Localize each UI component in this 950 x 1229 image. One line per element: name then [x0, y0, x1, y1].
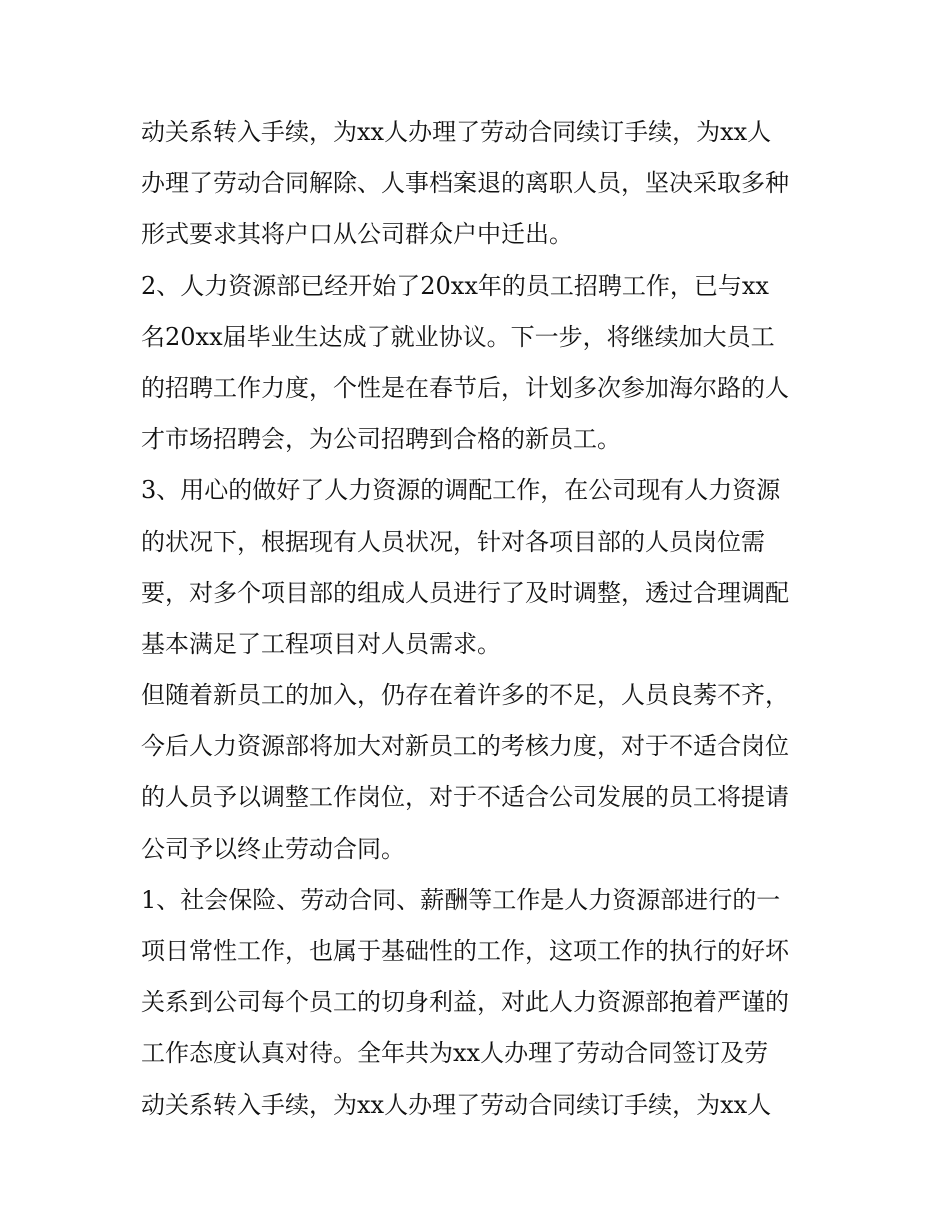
text-line: 工作态度认真对待。全年共为xx人办理了劳动合同签订及劳: [141, 1039, 769, 1068]
text-line: 的状况下，根据现有人员状况，针对各项目部的人员岗位需: [141, 527, 765, 556]
text-line: 办理了劳动合同解除、人事档案退的离职人员，坚决采取多种: [141, 169, 789, 198]
text-line: 2、人力资源部已经开始了20xx年的员工招聘工作，已与xx: [141, 271, 769, 300]
text-line: 名20xx届毕业生达成了就业协议。下一步，将继续加大员工: [141, 322, 775, 351]
text-line: 的招聘工作力度，个性是在春节后，计划多次参加海尔路的人: [141, 373, 789, 402]
text-line: 的人员予以调整工作岗位，对于不适合公司发展的员工将提请: [141, 783, 789, 812]
text-line: 1、社会保险、劳动合同、薪酬等工作是人力资源部进行的一: [141, 885, 781, 914]
text-line: 动关系转入手续，为xx人办理了劳动合同续订手续，为xx人: [141, 1090, 772, 1119]
text-line: 才市场招聘会，为公司招聘到合格的新员工。: [141, 425, 621, 454]
text-line: 3、用心的做好了人力资源的调配工作，在公司现有人力资源: [141, 476, 781, 505]
text-line: 今后人力资源部将加大对新员工的考核力度，对于不适合岗位: [141, 732, 789, 761]
text-line: 形式要求其将户口从公司群众户中迁出。: [141, 220, 573, 249]
text-line: 要，对多个项目部的组成人员进行了及时调整，透过合理调配: [141, 578, 789, 607]
text-line: 动关系转入手续，为xx人办理了劳动合同续订手续，为xx人: [141, 118, 772, 146]
text-line: 项日常性工作，也属于基础性的工作，这项工作的执行的好坏: [141, 937, 789, 965]
text-line: 基本满足了工程项目对人员需求。: [141, 629, 501, 658]
text-line: 但随着新员工的加入，仍存在着许多的不足，人员良莠不齐，: [141, 681, 789, 710]
document-body: [141, 107, 821, 1131]
text-line: 公司予以终止劳动合同。: [141, 834, 405, 863]
text-line: 关系到公司每个员工的切身利益，对此人力资源部抱着严谨的: [141, 988, 789, 1017]
